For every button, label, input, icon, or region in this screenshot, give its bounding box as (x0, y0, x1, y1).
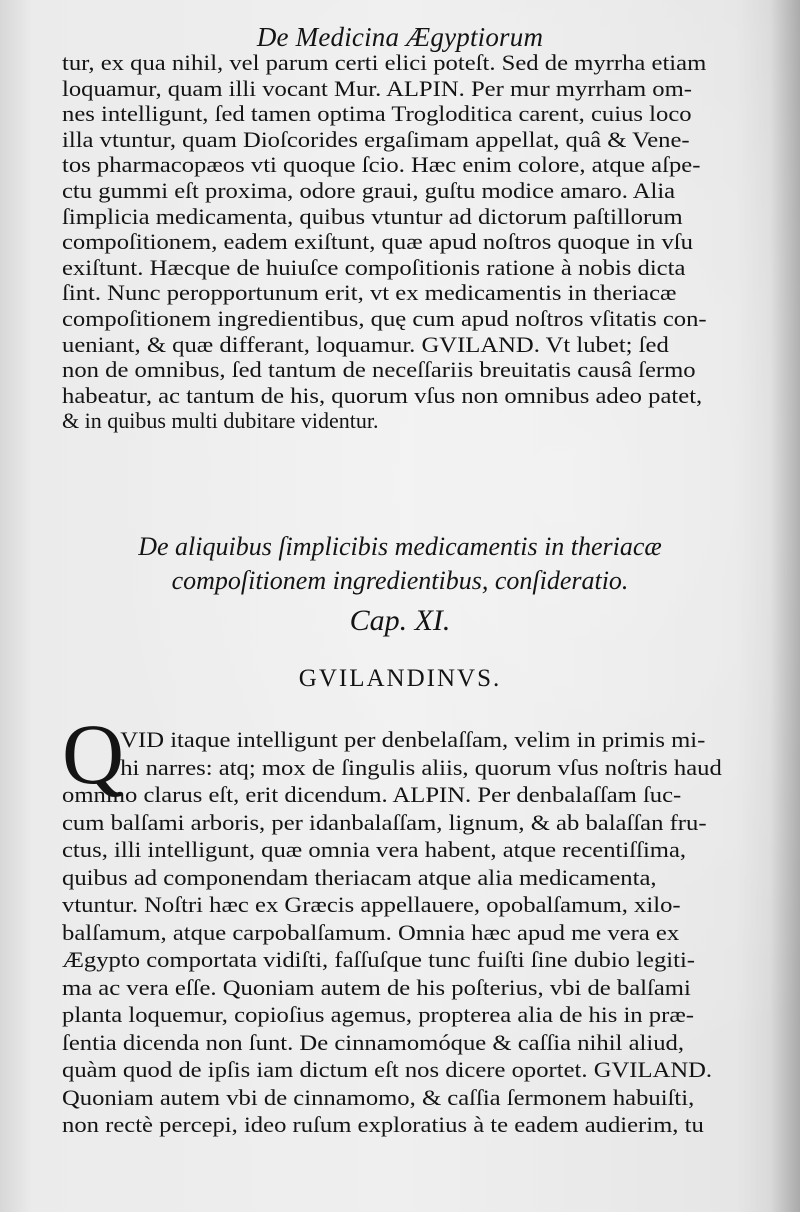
text-line: & in quibus multi dubitare videntur. (62, 408, 379, 434)
text-line: quàm quod de ipſis iam dictum eſt nos dicere oportet. GVILAND. (62, 1057, 713, 1082)
text-line: omnino clarus eſt, erit dicendum. ALPIN. Per denbalaſſam ſuc- (62, 782, 682, 807)
text-line: tur, ex qua nihil, vel parum certi elici poteſt. Sed de myrrha etiam (62, 50, 707, 75)
text-line: hi narres: atq; mox de ſingulis aliis, quorum vſus noſtris haud (120, 754, 722, 780)
text-line: loquamur, quam illi vocant Mur. ALPIN. Per mur myrrham om- (62, 75, 692, 101)
page-edge-shadow (770, 0, 800, 1212)
text-line: compoſitionem, eadem exiſtunt, quæ apud noſtros quoque in vſu (62, 229, 693, 255)
text-line: ſint. Nunc peropportunum erit, vt ex medicamentis in theriacæ (62, 280, 677, 306)
running-head: De Medicina Ægyptiorum (256, 22, 544, 52)
text-line: non rectè percepi, ideo ruſum exploratius à te eadem audierim, tu (62, 1112, 704, 1137)
text-line: non de omnibus, ſed tantum de neceſſariis breuitatis causâ ſermo (62, 357, 696, 383)
text-line: ſimplicia medicamenta, quibus vtuntur ad dictorum paſtillorum (62, 203, 683, 229)
text-line: compoſitionem ingredientibus, quę cum apud noſtros vſitatis con- (62, 305, 707, 331)
drop-cap: Q (62, 706, 125, 802)
text-line: vtuntur. Noſtri hæc ex Græcis appellauere, opobalſamum, xilo- (62, 892, 681, 917)
text-line: illa vtuntur, quam Dioſcorides ergaſimam appellat, quâ & Vene- (62, 126, 690, 152)
chapter-title-line: compoſitionem ingredientibus, conſideratio. (171, 566, 629, 595)
text-line: quibus ad componendam theriacam atque alia medicamenta, (62, 864, 657, 890)
text-line: Ægypto comportata vidiſti, faſſuſque tunc fuiſti ſine dubio legiti- (62, 947, 696, 972)
text-line: ctus, illi intelligunt, quæ omnia vera habent, atque recentiſſima, (62, 837, 687, 862)
text-line: VID itaque intelligunt per denbelaſſam, velim in primis mi- (120, 727, 706, 752)
speaker-heading: GVILANDINVS. (298, 665, 502, 692)
text-line: ctu gummi eſt proxima, odore graui, guſtu modice amaro. Alia (62, 177, 676, 203)
text-line: ma ac vera eſſe. Quoniam autem de his poſterius, vbi de balſami (62, 974, 691, 1000)
text-line: nes intelligunt, ſed tamen optima Trogloditica carent, cuius loco (62, 101, 692, 127)
paragraph-2 (62, 726, 742, 1139)
bleed-through-text (250, 478, 255, 510)
text-line: Quoniam autem vbi de cinnamomo, & caſſia ſermonem habuiſti, (62, 1084, 695, 1110)
text-line: habeatur, ac tantum de his, quorum vſus non omnibus adeo patet, (62, 382, 703, 408)
text-line: cum balſami arboris, per idanbalaſſam, lignum, & ab balaſſan fru- (62, 809, 707, 835)
text-line: planta loquemur, copioſius agemus, propterea alia de his in præ- (62, 1002, 694, 1027)
text-line: ueniant, & quæ differant, loquamur. GVILAND. Vt lubet; ſed (62, 331, 669, 357)
text-line: tos pharmacopæos vti quoque ſcio. Hæc enim colore, atque aſpe- (62, 152, 701, 178)
chapter-label: Cap. XI. (349, 604, 451, 637)
chapter-title-line: De aliquibus ſimplicibis medicamentis in theriacæ (138, 532, 662, 561)
text-line: ſentia dicenda non ſunt. De cinnamomóque & caſſia nihil aliud, (62, 1029, 685, 1055)
chapter-title (0, 530, 800, 598)
text-line: exiſtunt. Hæcque de huiuſce compoſitionis ratione à nobis dicta (62, 254, 686, 280)
paragraph-1 (62, 50, 742, 434)
text-line: balſamum, atque carpobalſamum. Omnia hæc apud me vera ex (62, 919, 680, 945)
